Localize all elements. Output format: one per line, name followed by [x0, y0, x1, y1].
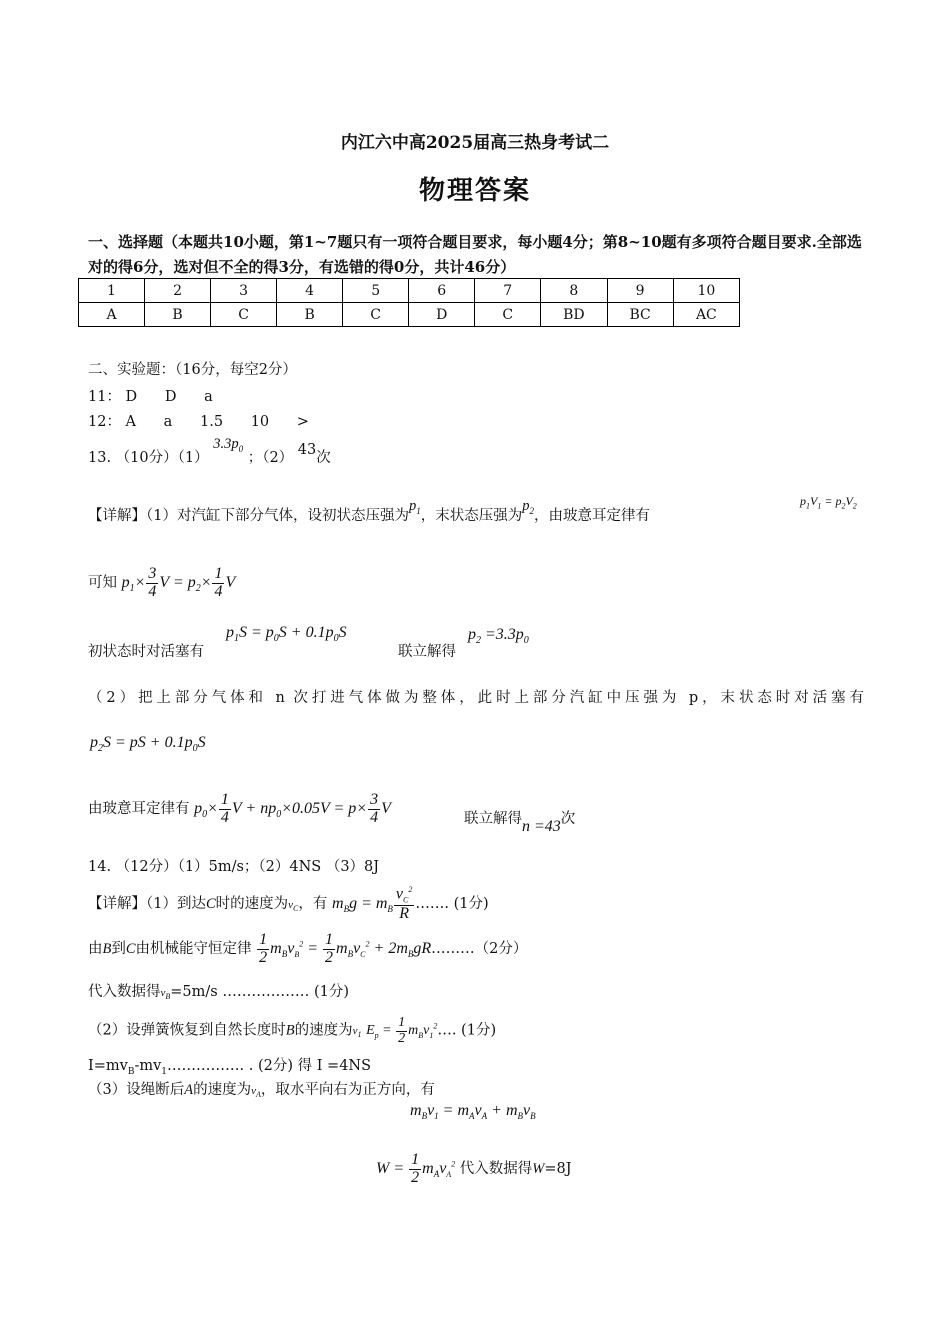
- q14-l4a: （2）设弹簧恢复到自然长度时: [88, 1022, 286, 1039]
- lianli2-text: 联立解得: [464, 811, 522, 827]
- q14-l6a: （3）设绳断后: [88, 1082, 185, 1098]
- q14-l2d: C: [125, 940, 136, 957]
- answer-cell: BC: [607, 303, 673, 327]
- question-number-cell: 1: [79, 279, 145, 303]
- q14-l1a: （1）到达: [146, 896, 206, 913]
- q14-l8: 代入数据得: [459, 1160, 533, 1177]
- detail13-p1b: ，末状态压强为: [420, 508, 523, 524]
- section1-heading: 一、选择题（本题共10小题，第1~7题只有一项符合题目要求，每小题4分；第8~10题有多项符合题目要求.全部选对的得6分，选对但不全的得3分，有选错的得0分，共计46分）: [88, 233, 862, 276]
- piston-equation-initial: $p_1S = p_0S + 0.1p_0S$: [226, 624, 347, 645]
- page-title: 内江六中高2025届高三热身考试二: [340, 133, 610, 153]
- answer-cell: AC: [673, 303, 739, 327]
- detail13-p1: （1）对汽缸下部分气体，设初状态压强为: [146, 508, 409, 524]
- answer-cell: A: [79, 303, 145, 327]
- q14-l2b: B: [102, 940, 112, 957]
- q14-l2a: 由: [88, 940, 103, 957]
- detail13-line2: [88, 566, 235, 601]
- q14-line1: [88, 886, 489, 923]
- question-number-cell: 4: [277, 279, 343, 303]
- q14-l6d: ，取水平向右为正方向，有: [260, 1082, 435, 1098]
- question-number-cell: 9: [607, 279, 673, 303]
- q14-l2f: ………（2分）: [431, 940, 528, 957]
- answer-cell: D: [409, 303, 475, 327]
- answer-cell: B: [145, 303, 211, 327]
- energy-conservation-equation: $\frac{1}{2}$ $m_Bv_B^2$ = $\frac{1}{2}$ $m_Bv_C^2 + 2m_BgR$: [259, 931, 432, 966]
- q14-l5: I=mv: [88, 1058, 128, 1074]
- question-number-cell: 3: [211, 279, 277, 303]
- answer-cell: BD: [541, 303, 607, 327]
- q14-l8b: =8J: [544, 1160, 572, 1177]
- boyle-text: 由玻意耳定律有: [88, 800, 190, 817]
- answer-table: [78, 278, 740, 327]
- detail13-p1c: ，由玻意耳定律有: [533, 508, 650, 524]
- q14-tag: 【详解】: [88, 896, 146, 913]
- q14-l3a: 代入数据得: [88, 984, 161, 1000]
- answer-table-answer-row: [79, 303, 740, 327]
- question-number-cell: 5: [343, 279, 409, 303]
- detail13-line1: [88, 498, 650, 526]
- boyle-equation-2: $p_0\times$ $\frac{1}{4}$ $V + np_0\times 0.05V = p\times$ $\frac{3}{4}$ V: [194, 791, 391, 826]
- detail13-part2: （2）把上部分气体和 n 次打进气体做为整体，此时上部分汽缸中压强为 p，末状态时对活塞有: [88, 690, 864, 706]
- q13-ans1-text: 3.3p: [213, 436, 239, 452]
- question-number-cell: 6: [409, 279, 475, 303]
- q14-line8: [376, 1152, 572, 1187]
- piston-equation-final: $p_2S$ = pS + $0.1p_0S$: [90, 734, 206, 755]
- momentum-equation: $m_Bv_1 = m_Av_A + m_Bv_B$: [410, 1102, 536, 1122]
- vc-symbol: $v_C$: [288, 899, 299, 914]
- answer-cell: C: [475, 303, 541, 327]
- question-number-cell: 7: [475, 279, 541, 303]
- vb-symbol: $v_B$: [160, 987, 171, 1002]
- q14-l1c: 时的速度为: [215, 896, 289, 913]
- circular-motion-equation: $m_Bg = m_B$ $\frac{v_C^2}{R}$: [332, 885, 413, 922]
- answer-cell: C: [343, 303, 409, 327]
- lianli1-text: 联立解得: [398, 644, 456, 660]
- q14-l1e: ……. (1分): [415, 896, 489, 913]
- q11-answers: 11： D D a: [88, 389, 213, 405]
- question-number-cell: 10: [673, 279, 739, 303]
- q14-l5b: -mv: [134, 1058, 162, 1074]
- work-equation: W = $\frac{1}{2}$ $m_Av_A^2$: [376, 1151, 456, 1186]
- q14-line5: $I=mv_B-mv_1\dots\dots\dots\dots\dots$. . (2分) 得 I =4NS: [88, 1058, 372, 1077]
- init-text: 初状态时对活塞有: [88, 644, 204, 660]
- q14-l1b: C: [205, 896, 216, 913]
- q14-l6b: A: [184, 1082, 194, 1098]
- question-number-cell: 2: [145, 279, 211, 303]
- q14-l6c: 的速度为: [193, 1082, 252, 1098]
- boyle-equation-1: $p_1V_1 = p_2V_2$: [800, 494, 857, 511]
- q14-l1d: ，有: [298, 896, 328, 913]
- q13-label: 13. （10分）（1）: [88, 450, 209, 466]
- q14-l3b: =5m/s ……………… (1分): [170, 984, 349, 1000]
- q14-l5c: ……………. . (2分) 得 I =4NS: [167, 1058, 372, 1074]
- q14-l2c: 到: [111, 940, 126, 957]
- p2-symbol: $p_2$: [522, 498, 534, 516]
- p1-symbol: $p_1$: [408, 498, 421, 516]
- q14-l2e: 由机械能守恒定律: [135, 940, 252, 957]
- q13-ans1: $3.3p_0$: [213, 436, 244, 454]
- detail13-line-boyle: [88, 792, 391, 827]
- answer-cell: B: [277, 303, 343, 327]
- q14-l4c: 的速度为: [294, 1022, 353, 1039]
- q14-line4: [88, 1016, 496, 1046]
- q14-line6: [88, 1078, 435, 1099]
- q13-unit: 次: [316, 450, 331, 466]
- volume-relation-equation: $p_1\times$ $\frac{3}{4}$ $V = p_2\times$ $\frac{1}{4}$ V: [121, 565, 236, 600]
- detail13-result: [464, 807, 576, 835]
- q13-sep: ；（2）: [247, 450, 294, 466]
- section2-heading: 二、实验题：（16分，每空2分）: [88, 362, 297, 378]
- va-symbol: $v_A$: [251, 1085, 261, 1100]
- q14-l4d: …. (1分): [437, 1022, 497, 1039]
- v1-symbol: $v_1$: [352, 1025, 362, 1040]
- detail-tag: 【详解】: [88, 508, 146, 524]
- q14-l4b: B: [285, 1022, 295, 1039]
- ci-text: 次: [560, 811, 576, 827]
- q12-answers: 12： A a 1.5 10 >: [88, 414, 309, 430]
- page-subtitle: 物理答案: [418, 176, 531, 206]
- q13-answers: [88, 436, 331, 468]
- q14-line3: [88, 980, 349, 1001]
- q14-answers: 14. （12分）（1）5m/s；（2）4NS （3）8J: [88, 859, 380, 875]
- answer-cell: C: [211, 303, 277, 327]
- n-result: n =43: [522, 818, 561, 835]
- kezhi-text: 可知: [88, 574, 117, 591]
- w-symbol: W: [532, 1160, 545, 1177]
- q14-line2: [88, 932, 527, 967]
- question-number-cell: 8: [541, 279, 607, 303]
- spring-energy-equation: $E_p$ = $\frac{1}{2}$ $m_Bv_1^2$: [366, 1015, 438, 1046]
- p2-result: $p_2 =3.3p_0$: [468, 626, 529, 647]
- q13-ans2: 43: [297, 442, 317, 458]
- answer-table-number-row: [79, 279, 740, 303]
